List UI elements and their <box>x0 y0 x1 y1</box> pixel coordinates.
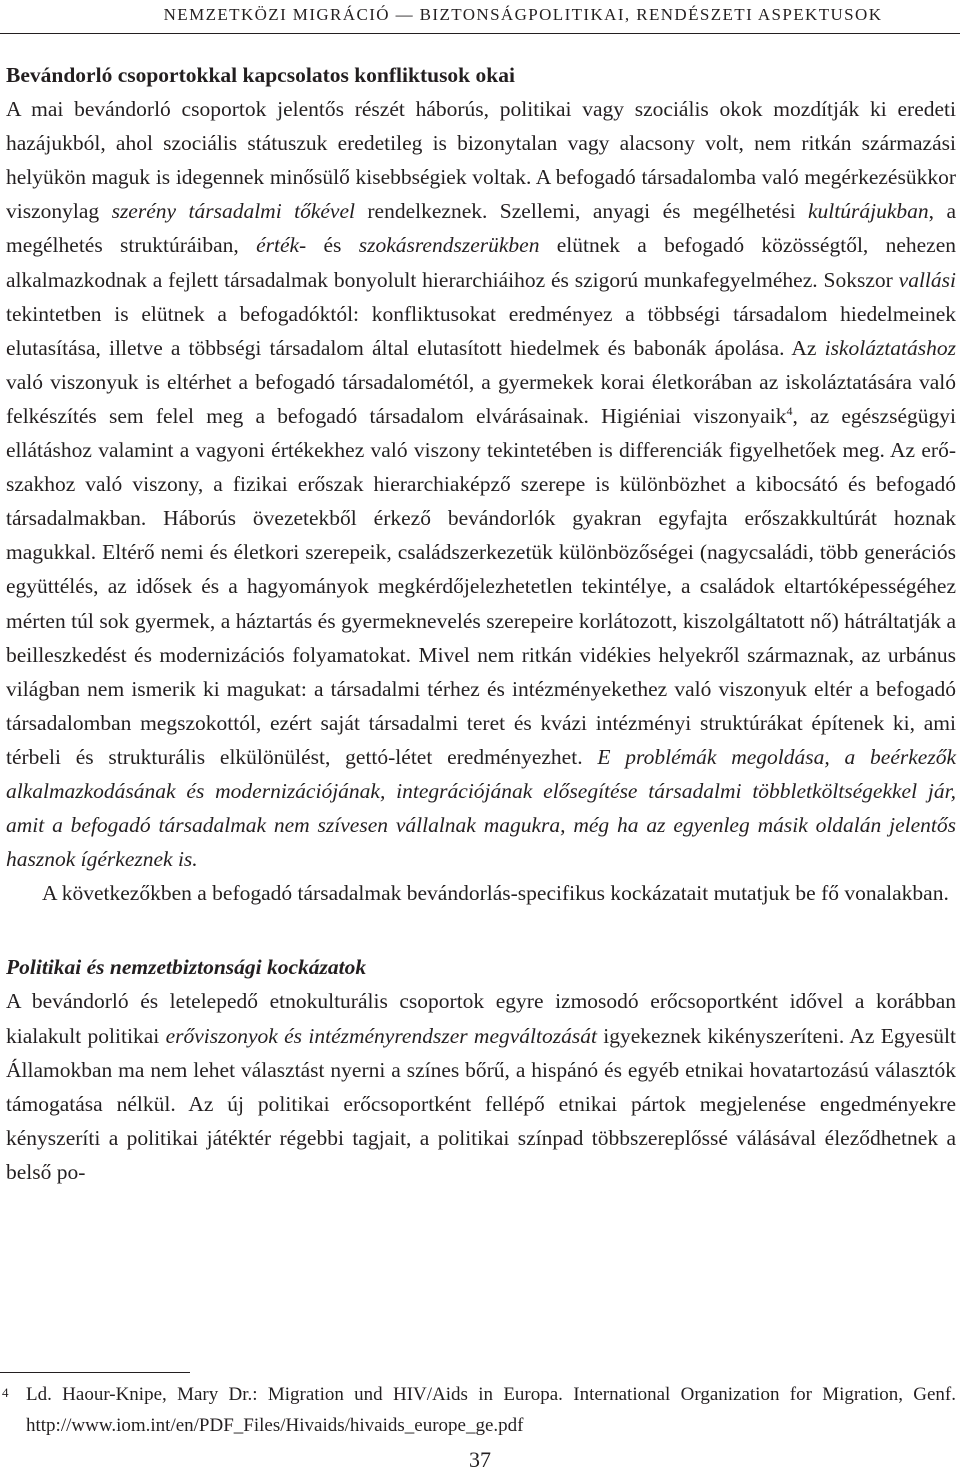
text-run: és <box>306 233 359 258</box>
emphasis-integration-costs: E problémák megoldása, a beérkezők alkalmazkodásának és modernizációjának, integrációjának elősegítése társadalmi többletköltségekkel jár, amit a befogadó társadalmak nem szívesen vállalnak magukra, még ha az egyenleg másik oldalán jelentős hasznok ígérkeznek is. <box>6 744 956 872</box>
section-title-conflicts: Bevándorló csoportokkal kapcsolatos konfliktusok okai <box>6 63 515 87</box>
text-run: A bevándorló és letelepedő etnokulturális csoportok egyre izmosodó erőcsoportként idővel a korábban kialakult politikai <box>6 989 956 1048</box>
text-run: tekintetben is elütnek a befogadóktól: konfliktusokat eredményez a többségi társadalom hiedelmeinek elutasítása, illetve a többségi társadalom által elutasított hiedelmek és babonák ápolása. Az <box>6 301 956 360</box>
footnote-reference[interactable]: 4 <box>786 403 793 418</box>
header-rule <box>0 33 960 34</box>
section-title-political-risks: Politikai és nemzetbiztonsági kockázatok <box>6 955 367 980</box>
text-run: elütnek a befogadó közösségtől, nehezen alkalmazkodnak a fejlett társadalmak bonyolult hierarchiáihoz és szigorú munkafegyelméhez. Sokszor <box>6 233 956 292</box>
text-run: , az egészségügyi ellátáshoz valamint a vagyoni értékekhez való viszony tekintetében is differenciák figyelhetőek meg. Az erőszakhoz való viszony, a fizikai erőszak hierarchiaképző szerepe is különbözhet a kibocsátó és befogadó társadalmakban. Háborús övezetekből érkező bevándorlók gyakran egyfajta erőszakkultúrát hoznak magukkal. Eltérő nemi és életkori szerepeik, családszerkezetük különbözőségei (nagycsaládi, több generációs együttélés, az idősek és a hagyományok megkérdőjelezhetetlen tekintélye, a családok eltartóképességéhez mérten túl sok gyermek, a háztartás és gyermeknevelés szerepeire korlátozott, kiszolgáltatott nő) hátráltatják a beilleszkedést és modernizációs folyamatokat. Mivel nem ritkán vidékies helyekről származnak, az urbánus világban nem ismerik ki magukat: a társadalmi térhez és intézményekethez való viszonyuk eltér a befogadó társadalomban megszokottól, ezért saját társadalmi teret és kvázi intézményi struktúrákat építenek ki, ami térbeli és strukturális elkülönülést, gettó-létet eredményezhet. <box>6 403 956 769</box>
main-text <box>6 58 956 1189</box>
text-run: való viszonyuk is eltérhet a befogadó társadalométól, a gyermekek korai életkorában az iskoláztatására való felkészítés sem felel meg a befogadó társadalom elvárásainak. Higiéniai viszonyaik <box>6 369 956 428</box>
emphasis-culture: kultúrájukban <box>808 199 929 224</box>
text-run: rendelkeznek. Szellemi, anyagi és megélhetési <box>354 199 809 224</box>
emphasis-value: érték- <box>256 233 307 258</box>
footnote-number: 4 <box>2 1385 9 1400</box>
emphasis-customs: szokásrendszerükben <box>358 233 540 258</box>
running-head-title: NEMZETKÖZI MIGRÁCIÓ — BIZTONSÁGPOLITIKAI, RENDÉSZETI ASPEKTUSOK <box>163 5 883 24</box>
footnote <box>0 1380 956 1441</box>
emphasis-schooling: iskoláztatáshoz <box>824 335 956 360</box>
paragraph-intro-risks: A következőkben a befogadó társadalmak bevándorlás-specifikus kockázatait mutatjuk be fő vonalakban. <box>42 881 949 906</box>
emphasis-religious: vallási <box>898 267 956 292</box>
footnote-text: Ld. Haour-Knipe, Mary Dr.: Migration und HIV/Aids in Europa. International Organization for Migration, Genf. http://www.iom.int/en/PDF_Files/Hivaids/hivaids_europe_ge.pdf <box>26 1384 956 1436</box>
paragraph-conflict-causes <box>6 92 956 876</box>
footnote-rule <box>0 1372 190 1373</box>
emphasis-social-capital: szerény társadalmi tőkével <box>111 199 355 224</box>
page-number: 37 <box>469 1447 491 1472</box>
paragraph-political-risks <box>6 984 956 1189</box>
emphasis-power-relations: erőviszonyok és intézményrendszer megváltozását <box>165 1023 597 1048</box>
text-run: A mai bevándorló csoportok jelentős részét háborús, politikai vagy szociális okok mozdítják ki eredeti hazájukból, ahol szociális státuszuk eredetileg is bizonytalan vagy alacsony volt, nem ritkán származási helyükön maguk is idegennek minősülő kisebbségiek voltak. A befogadó társadalomba való megérkezésükkor viszonylag <box>6 97 956 224</box>
text-run: , a megélhetés struktúráiban, <box>6 199 956 258</box>
text-run: igyekeznek kikényszeríteni. Az Egyesült Államokban ma nem lehet választást nyerni a színes bőrű, a hispánó és egyéb etnikai hovatartozású választók támogatása nélkül. Az új politikai erőcsoportként fellépő etnikai pártok megjelenése engedményekre kényszeríti a politikai játéktér régebbi tagjait, a politikai színpad többszereplőssé válásával éleződhetnek a belső po- <box>6 1023 957 1184</box>
